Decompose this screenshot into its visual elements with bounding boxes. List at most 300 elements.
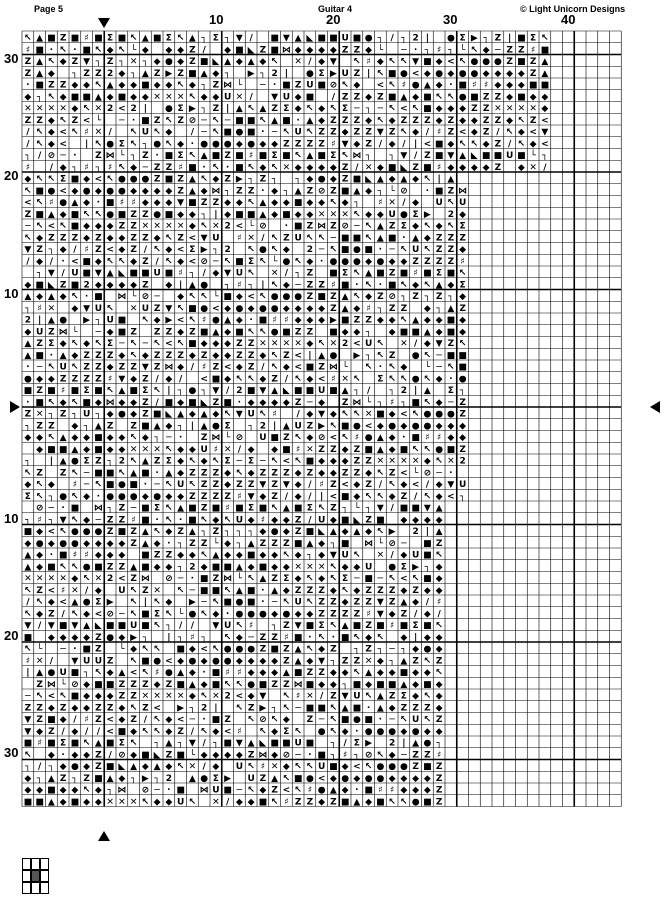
pattern-symbol: ▲ [47, 315, 55, 326]
pattern-symbol: ✕ [153, 691, 161, 702]
pattern-symbol: ■ [399, 444, 409, 455]
pattern-symbol: ■ [340, 715, 350, 726]
pattern-symbol: ↖ [329, 715, 338, 726]
pattern-symbol: / [437, 609, 441, 620]
pattern-symbol: ↖ [165, 256, 173, 267]
pattern-symbol: ─ [436, 362, 442, 373]
pattern-symbol: ↖ [423, 656, 432, 667]
pattern-symbol: ◆ [271, 198, 279, 209]
pattern-symbol: ■ [364, 785, 373, 796]
pattern-symbol: ▶ [165, 315, 173, 326]
pattern-symbol: ◆ [365, 527, 373, 538]
pattern-symbol: ▲ [83, 621, 91, 632]
pattern-symbol: ◆ [165, 245, 173, 256]
pattern-symbol: ◆ [177, 456, 185, 467]
pattern-symbol: Z [318, 585, 325, 596]
pattern-symbol: ◆ [59, 632, 67, 643]
pattern-symbol: ◆ [24, 538, 32, 549]
pattern-symbol: < [212, 303, 220, 314]
pattern-symbol: ↖ [423, 245, 432, 256]
pattern-symbol: ↖ [129, 597, 138, 608]
pattern-symbol: ▼ [165, 303, 173, 314]
pattern-symbol: ◆ [259, 374, 267, 385]
pattern-symbol: U [235, 762, 244, 773]
pattern-symbol: ┐ [295, 268, 301, 279]
pattern-symbol: ◆ [318, 45, 326, 56]
pattern-symbol: | [167, 632, 171, 643]
pattern-symbol: < [200, 644, 208, 655]
pattern-symbol: Z [259, 538, 267, 549]
pattern-symbol: ⋈ [352, 397, 362, 408]
pattern-symbol: ♯ [237, 233, 242, 244]
pattern-symbol: ■ [423, 92, 432, 103]
pattern-symbol: ↖ [35, 491, 44, 502]
pattern-symbol: ↖ [212, 597, 220, 608]
pattern-symbol: ↖ [423, 491, 432, 502]
pattern-symbol: ↖ [376, 350, 385, 361]
pattern-symbol: < [235, 221, 244, 232]
pattern-symbol: ⊘ [47, 151, 56, 162]
pattern-symbol: ● [129, 491, 138, 502]
pattern-symbol: Z [259, 632, 267, 643]
pattern-symbol: ┐ [377, 303, 384, 314]
pattern-symbol: ⊘ [141, 785, 150, 796]
pattern-symbol: ■ [94, 292, 103, 303]
pattern-symbol: ↖ [82, 104, 91, 115]
pattern-symbols [24, 34, 550, 808]
pattern-symbol: Σ [224, 421, 231, 432]
pattern-symbol: Z [24, 703, 32, 714]
pattern-symbol: ■ [540, 80, 550, 91]
pattern-symbol: ↖ [376, 68, 385, 79]
pattern-symbol: < [329, 433, 338, 444]
pattern-symbol: ◆ [259, 656, 267, 667]
pattern-symbol: ● [117, 186, 126, 197]
pattern-symbol: ◆ [271, 656, 279, 667]
pattern-symbol: ■ [223, 127, 232, 138]
pattern-symbol: ◆ [83, 491, 91, 502]
pattern-symbol: Σ [107, 339, 114, 350]
pattern-symbol: ↖ [223, 585, 232, 596]
pattern-symbol: ◣ [212, 57, 220, 68]
pattern-symbol: ● [153, 656, 162, 667]
pattern-symbol: < [59, 597, 67, 608]
pattern-symbol: Z [236, 186, 243, 197]
pattern-symbol: ↖ [212, 127, 220, 138]
pattern-symbol: ▲ [212, 327, 220, 338]
pattern-symbol: ↖ [223, 515, 232, 526]
pattern-symbol: ✕ [212, 691, 220, 702]
pattern-symbol: ◆ [400, 785, 408, 796]
pattern-symbol: ● [411, 374, 420, 385]
pattern-symbol: ↖ [24, 468, 32, 479]
pattern-symbol: ● [70, 762, 79, 773]
pattern-symbol: ■ [176, 644, 185, 655]
pattern-symbol: ▲ [341, 621, 349, 632]
pattern-symbol: ↖ [353, 668, 361, 679]
pattern-symbol: ⋈ [211, 186, 221, 197]
pattern-symbol: ◆ [59, 339, 67, 350]
pattern-symbol: ▼ [235, 33, 243, 44]
pattern-symbol: ◆ [130, 750, 138, 761]
pattern-symbol: ◆ [341, 562, 349, 573]
pattern-symbol: ◆ [200, 186, 208, 197]
pattern-symbol: Z [353, 45, 361, 56]
pattern-symbol: ◆ [165, 562, 173, 573]
pattern-symbol: ─ [401, 750, 407, 761]
pattern-symbol: ● [411, 797, 420, 808]
pattern-symbol: ⊘ [106, 609, 114, 620]
pattern-symbol: ◆ [459, 327, 467, 338]
pattern-symbol: ↖ [200, 550, 208, 561]
pattern-symbol: / [190, 362, 195, 373]
pattern-symbol: ● [164, 104, 173, 115]
pattern-symbol: Z [353, 468, 361, 479]
pattern-symbol: ─ [307, 397, 313, 408]
pattern-symbol: ■ [517, 33, 526, 44]
pattern-symbol: ■ [458, 350, 467, 361]
pattern-symbol: ▲ [235, 585, 243, 596]
pattern-symbol: ■ [411, 503, 420, 514]
pattern-symbol: < [364, 421, 373, 432]
pattern-symbol: ◆ [341, 327, 349, 338]
pattern-symbol: ■ [317, 151, 326, 162]
pattern-symbol: ↖ [188, 92, 197, 103]
pattern-symbol: · [202, 715, 206, 726]
pattern-symbol: ◆ [188, 444, 196, 455]
pattern-symbol: · [49, 550, 54, 561]
pattern-symbol: ● [399, 209, 408, 220]
pattern-symbol: Z [59, 33, 67, 44]
pattern-symbol: ◆ [271, 550, 279, 561]
pattern-symbol: ▲ [447, 303, 455, 314]
pattern-symbol: Z [482, 115, 490, 126]
pattern-symbol: ♯ [84, 550, 89, 561]
pattern-symbol: ┐ [201, 33, 207, 44]
pattern-symbol: · [319, 256, 324, 267]
pattern-symbol: Z [459, 233, 466, 244]
pattern-symbol: ■ [105, 468, 115, 479]
pattern-symbol: ┐ [224, 33, 231, 44]
pattern-symbol: ✕ [294, 339, 302, 350]
pattern-symbol: Z [459, 409, 466, 420]
pattern-symbol: ◆ [36, 785, 44, 796]
pattern-symbol: ↖ [24, 233, 32, 244]
pattern-symbol: ■ [105, 621, 115, 632]
pattern-symbol: ■ [423, 679, 432, 690]
pattern-symbol: ↖ [294, 433, 302, 444]
pattern-symbol: ▲ [106, 773, 114, 784]
pattern-symbol: Z [330, 292, 337, 303]
pattern-symbol: ◆ [400, 256, 408, 267]
pattern-symbol: ◆ [36, 562, 44, 573]
pattern-symbol: ◆ [141, 350, 149, 361]
pattern-symbol: 2 [200, 703, 208, 714]
pattern-symbol: ♯ [201, 315, 207, 326]
pattern-symbol: ◆ [294, 480, 302, 491]
pattern-symbol: ▲ [36, 33, 44, 44]
pattern-symbol: Z [130, 421, 137, 432]
pattern-symbol: Z [365, 456, 372, 467]
pattern-symbol: Z [212, 80, 220, 91]
pattern-symbol: ● [164, 57, 173, 68]
pattern-symbol: ◆ [353, 139, 361, 150]
pattern-symbol: ↖ [153, 245, 161, 256]
pattern-symbol: Z [83, 350, 90, 361]
pattern-symbol: ● [270, 527, 279, 538]
pattern-symbol: ■ [223, 562, 232, 573]
pattern-symbol: Σ [118, 139, 125, 150]
pattern-symbol: ▲ [400, 679, 408, 690]
pattern-symbol: ↖ [282, 773, 291, 784]
pattern-symbol: ◆ [177, 444, 185, 455]
pattern-symbol: ■ [164, 174, 174, 185]
pattern-symbol: < [400, 574, 408, 585]
pattern-symbol: ◆ [365, 209, 373, 220]
pattern-symbol: Z [259, 773, 267, 784]
pattern-symbol: 2 [118, 456, 126, 467]
pattern-symbol: ↖ [247, 574, 255, 585]
pattern-symbol: ♯ [60, 386, 66, 397]
pattern-symbol: Σ [342, 574, 349, 585]
pattern-symbol: └ [412, 468, 419, 479]
pattern-symbol: / [155, 397, 159, 408]
pattern-symbol: ● [423, 644, 432, 655]
pattern-symbol: Σ [165, 456, 172, 467]
pattern-symbol: ─ [260, 80, 266, 91]
pattern-symbol: Σ [400, 221, 407, 232]
pattern-symbol: ● [70, 527, 79, 538]
pattern-symbol: ↖ [176, 762, 185, 773]
pattern-symbol: Z [130, 715, 137, 726]
pattern-symbol: Z [200, 491, 208, 502]
pattern-symbol: Z [106, 703, 114, 714]
pattern-symbol: < [541, 115, 549, 126]
pattern-symbol: ■ [199, 585, 209, 596]
pattern-symbol: Z [447, 339, 455, 350]
pattern-symbol: ▶ [247, 68, 255, 79]
pattern-symbol: ■ [129, 480, 138, 491]
pattern-symbol: ▲ [271, 585, 279, 596]
pattern-symbol: ─ [436, 350, 442, 361]
pattern-symbol: < [106, 726, 114, 737]
pattern-symbol: ◆ [177, 550, 185, 561]
pattern-symbol: U [153, 268, 161, 279]
pattern-symbol: Z [412, 656, 419, 667]
pattern-symbol: ■ [141, 268, 150, 279]
center-arrow-bottom [98, 831, 110, 841]
pattern-symbol: ◆ [71, 186, 79, 197]
pattern-symbol: ↖ [82, 785, 91, 796]
pattern-symbol: | [190, 421, 195, 432]
pattern-symbol: ● [435, 68, 444, 79]
pattern-symbol: ┐ [213, 245, 219, 256]
pattern-symbol: ◆ [282, 585, 290, 596]
pattern-symbol: ↖ [165, 609, 173, 620]
pattern-symbol: ✕ [35, 104, 44, 115]
pattern-symbol: < [24, 198, 32, 209]
pattern-symbol: ♯ [378, 198, 383, 209]
pattern-symbol: ● [82, 527, 91, 538]
pattern-symbol: ─ [25, 221, 31, 232]
pattern-symbol: ◆ [165, 491, 173, 502]
pattern-symbol: ■ [70, 221, 80, 232]
pattern-symbol: ↖ [35, 480, 44, 491]
pattern-symbol: | [167, 386, 171, 397]
pattern-symbol: Z [189, 468, 196, 479]
pattern-symbol: Z [142, 703, 149, 714]
pattern-symbol: ◆ [247, 562, 255, 573]
pattern-symbol: ◆ [353, 562, 361, 573]
pattern-symbol: ■ [105, 198, 115, 209]
pattern-symbol: ■ [282, 738, 291, 749]
pattern-symbol: ◆ [118, 632, 126, 643]
pattern-symbol: ◆ [247, 397, 255, 408]
pattern-symbol: ┐ [72, 773, 78, 784]
pattern-symbol: ◆ [130, 162, 138, 173]
pattern-symbol: ■ [164, 397, 174, 408]
pattern-symbol: Z [506, 57, 513, 68]
pattern-symbol: ♯ [225, 503, 230, 514]
pattern-symbol: Z [330, 691, 337, 702]
pattern-symbol: · [73, 45, 77, 56]
pattern-symbol: ● [117, 174, 126, 185]
pattern-symbol: Z [36, 115, 43, 126]
pattern-symbol: ◆ [106, 92, 114, 103]
pattern-symbol: ▲ [200, 421, 208, 432]
pattern-symbol: ┐ [377, 186, 384, 197]
pattern-symbol: ▲ [24, 292, 32, 303]
pattern-symbol: ◆ [24, 785, 32, 796]
pattern-symbol: ▶ [365, 738, 373, 749]
pattern-symbol: ┐ [48, 491, 55, 502]
pattern-symbol: | [214, 209, 218, 220]
pattern-symbol: ● [329, 256, 338, 267]
pattern-symbol: ▲ [341, 292, 349, 303]
pattern-symbol: ◆ [36, 233, 44, 244]
pattern-symbol: Z [424, 151, 431, 162]
pattern-symbol: Z [165, 350, 173, 361]
pattern-symbol: ◆ [212, 762, 220, 773]
pattern-symbol: | [413, 139, 418, 150]
pattern-symbol: ⋈ [293, 679, 303, 690]
pattern-symbol: ◆ [506, 92, 514, 103]
pattern-symbol: / [390, 503, 394, 514]
pattern-symbol: Σ [107, 33, 114, 44]
pattern-symbol: ─ [154, 785, 160, 796]
pattern-symbol: ◆ [388, 409, 396, 420]
pattern-symbol: ♯ [272, 315, 277, 326]
pattern-symbol: ◆ [153, 315, 161, 326]
pattern-symbol: ▼ [212, 386, 220, 397]
pattern-symbol: ■ [270, 33, 279, 44]
pattern-symbol: Z [48, 233, 55, 244]
pattern-symbol: ↖ [270, 362, 279, 373]
pattern-symbol: ◆ [212, 726, 220, 737]
pattern-symbol: Z [318, 609, 325, 620]
pattern-symbol: ┐ [177, 421, 184, 432]
pattern-symbol: Z [365, 127, 372, 138]
pattern-symbol: Z [306, 327, 314, 338]
pattern-symbol: ● [317, 726, 326, 737]
pattern-symbol: ◆ [71, 350, 79, 361]
pattern-symbol: ■ [141, 468, 150, 479]
pattern-symbol: ↖ [35, 691, 44, 702]
pattern-symbol: ♯ [436, 750, 442, 761]
pattern-symbol: Z [236, 339, 243, 350]
pattern-symbol: ◆ [423, 303, 431, 314]
pattern-symbol: ■ [352, 621, 362, 632]
pattern-symbol: Σ [342, 268, 349, 279]
pattern-symbol: Z [388, 468, 396, 479]
pattern-symbol: ◆ [259, 350, 267, 361]
pattern-symbol: ◆ [306, 45, 314, 56]
pattern-symbol: ■ [423, 621, 432, 632]
pattern-symbol: ↖ [447, 92, 455, 103]
pattern-symbol: ▲ [294, 656, 302, 667]
pattern-symbol: ↖ [353, 550, 361, 561]
pattern-symbol: ↖ [317, 503, 326, 514]
pattern-symbol: ▲ [24, 562, 32, 573]
pattern-symbol: ┐ [72, 409, 78, 420]
pattern-symbol: ◆ [517, 162, 525, 173]
pattern-symbol: ▼ [71, 621, 79, 632]
pattern-symbol: ↖ [447, 198, 455, 209]
pattern-symbol: Z [36, 386, 43, 397]
pattern-symbol: ◆ [329, 515, 337, 526]
pattern-symbol: ┐ [130, 151, 137, 162]
pattern-symbol: Z [212, 491, 220, 502]
pattern-symbol: ↖ [435, 92, 443, 103]
pattern-symbol: ✕ [35, 656, 44, 667]
pattern-symbol: ✕ [329, 339, 338, 350]
pattern-symbol: ♯ [378, 785, 383, 796]
pattern-symbol: ┐ [260, 68, 266, 79]
pattern-symbol: Z [177, 68, 184, 79]
pattern-symbol: / [425, 480, 430, 491]
pattern-symbol: / [413, 609, 418, 620]
pattern-symbol: ● [446, 409, 455, 420]
pattern-symbol: / [73, 715, 77, 726]
pattern-symbol: / [61, 726, 65, 737]
pattern-symbol: < [118, 104, 126, 115]
pattern-symbol: ↖ [71, 339, 79, 350]
pattern-symbol: < [106, 715, 114, 726]
pattern-symbol: ■ [293, 386, 303, 397]
pattern-symbol: ↖ [411, 574, 420, 585]
pattern-symbol: ■ [35, 397, 44, 408]
pattern-symbol: ● [106, 139, 115, 150]
pattern-symbol: ↖ [59, 562, 67, 573]
pattern-symbol: ◆ [94, 280, 102, 291]
pattern-symbol: ◆ [306, 162, 314, 173]
pattern-symbol: ▲ [177, 668, 185, 679]
pattern-symbol: ■ [152, 409, 162, 420]
pattern-symbol: ▲ [400, 597, 408, 608]
pattern-symbol: ▼ [423, 503, 431, 514]
pattern-symbol: ◆ [106, 691, 114, 702]
pattern-symbol: Z [212, 362, 220, 373]
pattern-symbol: Z [400, 115, 408, 126]
pattern-symbol: Z [330, 115, 337, 126]
pattern-symbol: ┐ [36, 92, 43, 103]
row-number-top-30: 30 [4, 51, 19, 66]
pattern-symbol: Z [306, 797, 314, 808]
pattern-symbol: Z [294, 515, 302, 526]
pattern-symbol: ↖ [71, 468, 79, 479]
pattern-symbol: ▲ [282, 503, 290, 514]
pattern-symbol: ◆ [341, 785, 349, 796]
